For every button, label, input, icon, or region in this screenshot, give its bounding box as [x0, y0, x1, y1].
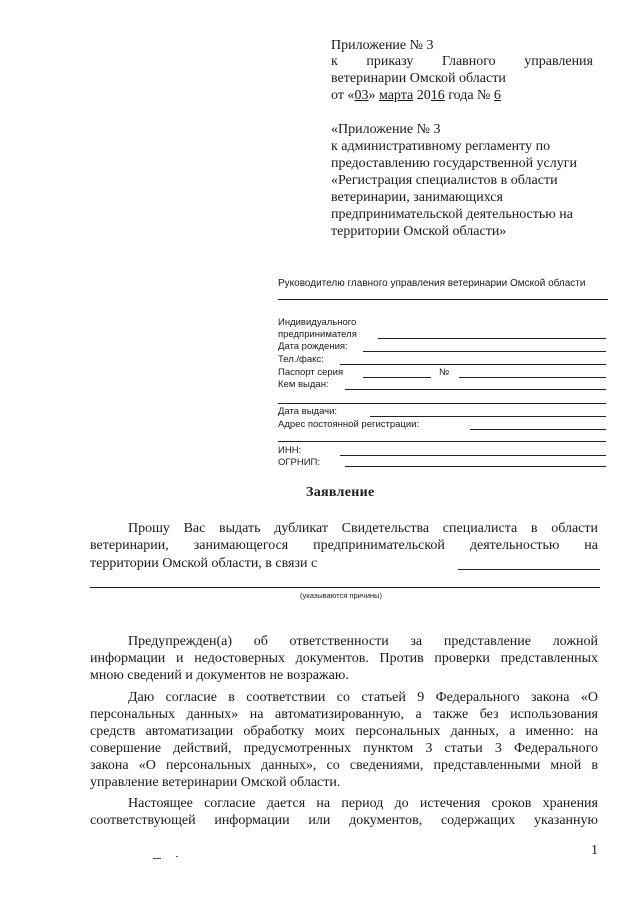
request-line: ветеринарии, занимающегося предпринимательской деятельностью на [90, 538, 598, 553]
reg-line: ветеринарии, занимающихся [331, 190, 503, 205]
field-label-number: № [439, 367, 450, 378]
reg-line: предоставлению государственной услуги [331, 156, 577, 171]
reg-line: предпринимательской деятельностью на [331, 207, 573, 222]
body-line: Настоящее согласие дается на период до истечения сроков хранения [128, 796, 598, 811]
annex-org: ветеринарии Омской области [331, 71, 506, 86]
reg-line: к административному регламенту по [331, 139, 551, 154]
reason-line-2[interactable] [90, 587, 600, 588]
annex-title: Приложение № 3 [331, 38, 434, 53]
body-line: мною сведений и документов не возражаю. [90, 668, 349, 683]
reg-line: «Приложение № 3 [331, 122, 441, 137]
body-line: соответствующей информации или документов, содержащих указанную [90, 813, 598, 828]
field-line-birth[interactable] [363, 351, 606, 352]
body-line: персональных данных» на автоматизированную, а также без использования [90, 707, 598, 722]
body-line: управление ветеринарии Омской области. [90, 775, 341, 790]
body-line: закона «О персональных данных», со сведениями, представленными мной в [90, 758, 598, 773]
field-label-ip-1: Индивидуального [278, 317, 357, 328]
field-label-inn: ИНН: [278, 445, 302, 456]
addressee-line [278, 299, 608, 300]
reasons-caption: (указываются причины) [300, 591, 382, 600]
reg-line: «Регистрация специалистов в области [331, 173, 558, 188]
field-line-inn[interactable] [340, 455, 606, 456]
page-number: 1 [591, 843, 598, 858]
field-label-issued-by: Кем выдан: [278, 379, 329, 390]
field-line-passport-series[interactable] [363, 377, 431, 378]
field-label-ogrnip: ОГРНИП: [278, 457, 321, 468]
addressee: Руководителю главного управления ветеринарии Омской области [278, 278, 586, 289]
field-label-address: Адрес постоянной регистрации: [278, 419, 420, 430]
annex-date: от «03» марта 2016 года № 6 [331, 88, 501, 103]
body-line: средств автоматизации обработку моих персональных данных, а именно: на [90, 724, 598, 739]
field-line-address[interactable] [470, 429, 606, 430]
body-line: информации и недостоверных документов. Против проверки представленных [90, 651, 598, 666]
reason-line-1[interactable] [458, 569, 600, 570]
annex-order-line: к приказу Главного управления [331, 54, 593, 69]
field-line-phone[interactable] [340, 364, 606, 365]
field-label-passport: Паспорт серия [278, 367, 344, 378]
field-line-ogrnip[interactable] [345, 466, 606, 467]
field-line-passport-number[interactable] [459, 377, 606, 378]
field-line-address-2[interactable] [278, 441, 606, 442]
request-line: территории Омской области, в связи с [90, 556, 318, 571]
reg-line: территории Омской области» [331, 224, 507, 239]
field-line-issued-by[interactable] [345, 389, 606, 390]
field-line-issue-date[interactable] [370, 416, 606, 417]
scan-mark [176, 856, 178, 857]
field-label-phone: Тел./факс: [278, 354, 324, 365]
request-line: Прошу Вас выдать дубликат Свидетельства специалиста в области [128, 521, 598, 536]
field-line-issued-by-2[interactable] [278, 403, 606, 404]
body-line: Предупрежден(а) об ответственности за представление ложной [128, 634, 598, 649]
field-line-ip[interactable] [378, 338, 606, 339]
body-line: совершение действий, предусмотренных пунктом 3 статьи 3 Федерального [90, 741, 598, 756]
field-label-issue-date: Дата выдачи: [278, 406, 338, 417]
document-title: Заявление [306, 485, 375, 500]
field-label-ip-2: предпринимателя [278, 329, 357, 340]
body-line: Даю согласие в соответствии со статьей 9 Федерального закона «О [128, 690, 598, 705]
scan-mark [153, 858, 161, 859]
field-label-birth: Дата рождения: [278, 341, 348, 352]
